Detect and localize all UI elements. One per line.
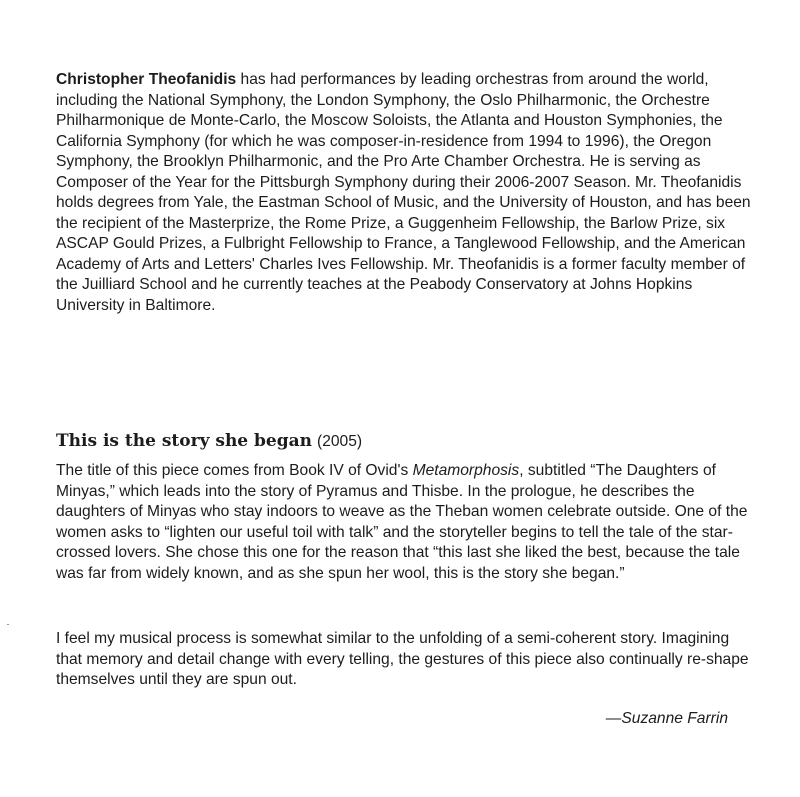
scan-speck (7, 624, 9, 625)
program-note-paragraph-2: I feel my musical process is somewhat similar to the unfolding of a semi-coherent story. Imagining that memory and detail change with every telling, the gestures of this piece also continually re-shape themselves until they are spun out. (56, 630, 749, 688)
piece-heading (56, 428, 756, 454)
composer-name: Christopher Theofanidis (56, 71, 237, 88)
piece-year: (2005) (317, 433, 363, 450)
program-note-paragraph-1 (56, 461, 756, 584)
para1-text-end: , subtitled “The Daughters of Minyas,” which leads into the story of Pyramus and Thisbe. In the prologue, he describes the daughters of Minyas who stay indoors to weave as the Theban women celebrate outside. One of the women asks to “lighten our useful toil with talk” and the storyteller begins to tell the tale of the star-crossed lovers. She chose this one for the reason that “this last she liked the best, because the tale was far from widely known, and as she spun her wool, this is the story she began.” (56, 462, 748, 582)
piece-title: This is the story she began (56, 431, 312, 451)
book-title: Metamorphosis (412, 462, 520, 479)
composer-bio-text: has had performances by leading orchestras from around the world, including the National Symphony, the London Symphony, the Oslo Philharmonic, the Orchestre Philharmonique de Monte-Carlo, the Moscow Soloists, the Atlanta and Houston Symphonies, the California Symphony (for which he was composer-in-residence from 1994 to 1996), the Oregon Symphony, the Brooklyn Philharmonic, and the Pro Arte Chamber Orchestra. He is serving as Composer of the Year for the Pittsburgh Symphony during their 2006-2007 Season. Mr. Theofanidis holds degrees from Yale, the Eastman School of Music, and the University of Houston, and has been the recipient of the Masterprize, the Rome Prize, a Guggenheim Fellowship, the Barlow Prize, six ASCAP Gould Prizes, a Fulbright Fellowship to France, a Tanglewood Fellowship, and the American Academy of Arts and Letters' Charles Ives Fellowship. Mr. Theofanidis is a former faculty member of the Juilliard School and he currently teaches at the Peabody Conservatory at Johns Hopkins University in Baltimore. (56, 71, 751, 314)
composer-bio (56, 70, 756, 316)
author-signature: —Suzanne Farrin (605, 710, 728, 727)
para1-text-start: The title of this piece comes from Book IV of Ovid's (56, 462, 413, 479)
